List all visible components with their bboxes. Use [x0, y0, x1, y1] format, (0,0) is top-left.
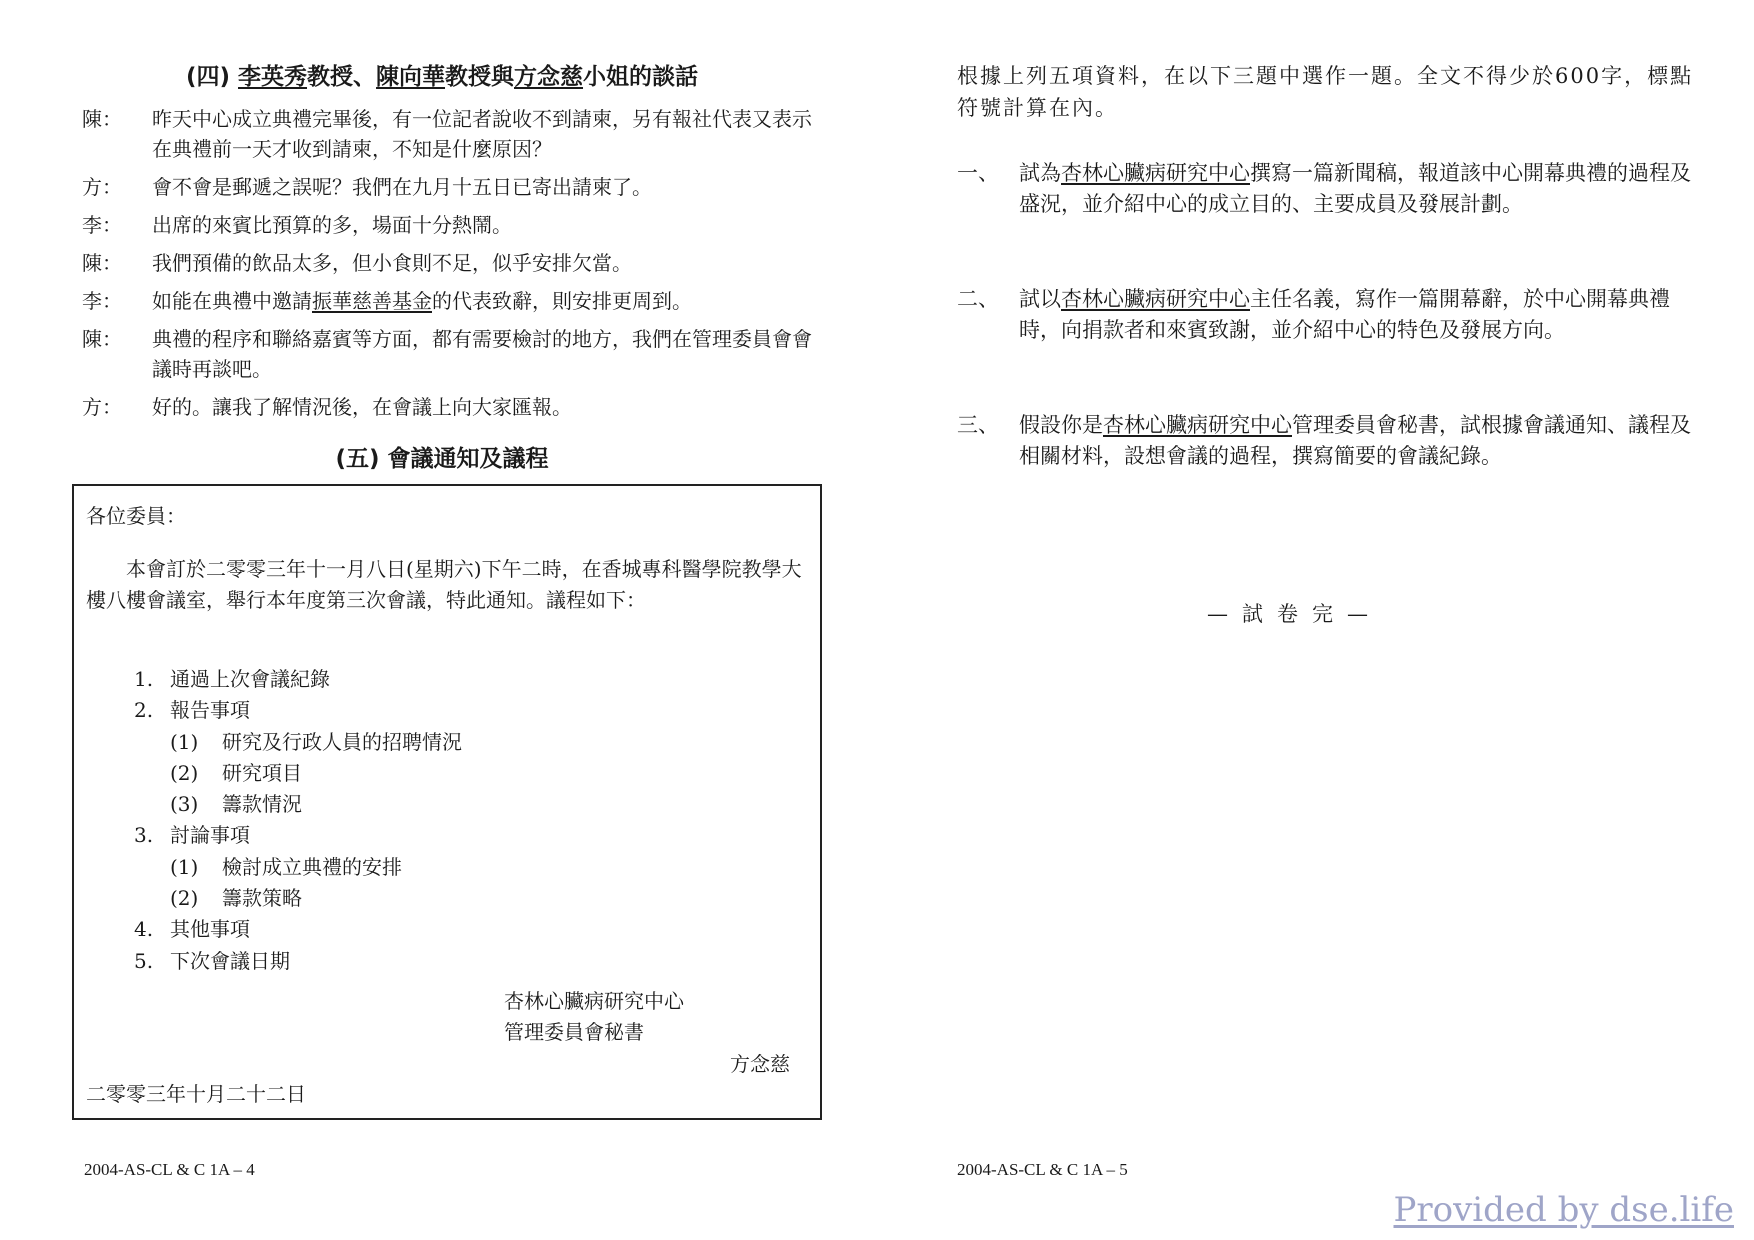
dialogue-text: 我們預備的飲品太多，但小食則不足，似乎安排欠當。 — [152, 251, 632, 275]
task-item — [957, 158, 1702, 220]
agenda-subitem: (2) 研究項目 — [170, 760, 302, 785]
task-text: 試為杏林心臟病研究中心撰寫一篇新聞稿，報道該中心開幕典禮的過程及盛況，並介紹中心的成立目的、主要成員及發展計劃。 — [1019, 161, 1691, 216]
dialogue-line — [82, 286, 822, 316]
signoff — [504, 986, 684, 1048]
name-chan: 陳向華 — [376, 64, 446, 90]
signer-role: 管理委員會秘書 — [504, 1020, 644, 1044]
speaker: 方 ： — [82, 392, 152, 422]
dialogue-line — [82, 210, 822, 240]
page-footer: 2004-AS-CL & C 1A – 5 — [957, 1160, 1128, 1179]
fund-name: 振華慈善基金 — [312, 289, 432, 313]
speaker: 陳 ： — [82, 104, 152, 164]
meeting-notice — [72, 484, 822, 1120]
dialogue-line — [82, 324, 822, 384]
speaker: 李 ： — [82, 210, 152, 240]
watermark-link[interactable]: Provided by dse.life — [1393, 1190, 1734, 1230]
agenda-item: 3. 討論事項 — [134, 823, 250, 848]
agenda-subitem: (1) 研究及行政人員的招聘情況 — [170, 729, 462, 754]
signer-name: 方念慈 — [730, 1052, 790, 1076]
speaker: 陳 ： — [82, 248, 152, 278]
notice-date: 二零零三年十月二十二日 — [86, 1082, 306, 1106]
dialogue — [82, 104, 822, 430]
name-fong: 方念慈 — [514, 64, 584, 90]
agenda-list — [134, 664, 462, 977]
dialogue-text: 如能在典禮中邀請振華慈善基金的代表致辭，則安排更周到。 — [152, 289, 692, 313]
name-li: 李英秀 — [238, 64, 308, 90]
agenda-subitem: (3) 籌款情況 — [170, 792, 302, 817]
task-text: 試以杏林心臟病研究中心主任名義，寫作一篇開幕辭，於中心開幕典禮時，向捐款者和來賓致謝，並介紹中心的特色及發展方向。 — [1019, 287, 1670, 342]
instructions: 根據上列五項資料，在以下三題中選作一題。全文不得少於600字，標點符號計算在內。 — [957, 64, 1694, 120]
agenda-item: 1. 通過上次會議紀錄 — [134, 667, 330, 691]
section4-title: (四) 李英秀教授、陳向華教授與方念慈小姐的談話 — [185, 64, 699, 90]
dialogue-text: 會不會是郵遞之誤呢？我們在九月十五日已寄出請柬了。 — [152, 175, 652, 199]
center-name: 杏林心臟病研究中心 — [1061, 287, 1250, 311]
page-footer: 2004-AS-CL & C 1A – 4 — [84, 1160, 255, 1179]
agenda-subitem: (1) 檢討成立典禮的安排 — [170, 854, 402, 879]
task-number: 二、 — [957, 287, 999, 311]
speaker: 方 ： — [82, 172, 152, 202]
dialogue-line — [82, 104, 822, 164]
dialogue-line — [82, 248, 822, 278]
agenda-item: 5. 下次會議日期 — [134, 948, 290, 973]
task-text: 假設你是杏林心臟病研究中心管理委員會秘書，試根據會議通知、議程及相關材料，設想會議的過程，撰寫簡要的會議紀錄。 — [1019, 413, 1691, 468]
dialogue-text: 好的。讓我了解情況後，在會議上向大家匯報。 — [152, 395, 572, 419]
agenda-item: 4. 其他事項 — [134, 917, 250, 942]
dialogue-text: 昨天中心成立典禮完畢後，有一位記者說收不到請柬，另有報社代表又表示在典禮前一天才收到請柬，不知是什麼原因？ — [152, 107, 812, 161]
task-item — [957, 284, 1702, 346]
speaker: 陳 ： — [82, 324, 152, 384]
dialogue-line — [82, 392, 822, 422]
agenda-item: 2. 報告事項 — [134, 698, 250, 723]
agenda-subitem: (2) 籌款策略 — [170, 886, 302, 911]
task-number: 一、 — [957, 161, 999, 185]
right-page — [877, 0, 1754, 1240]
salutation: 各位委員： — [86, 504, 186, 528]
section5-title: (五) 會議通知及議程 — [335, 446, 549, 472]
task-number: 三、 — [957, 413, 999, 437]
org-name: 杏林心臟病研究中心 — [504, 989, 684, 1013]
dialogue-text: 出席的來賓比預算的多，場面十分熱鬧。 — [152, 213, 512, 237]
dialogue-text: 典禮的程序和聯絡嘉賓等方面，都有需要檢討的地方，我們在管理委員會會議時再談吧。 — [152, 327, 812, 381]
task-item — [957, 410, 1702, 472]
center-name: 杏林心臟病研究中心 — [1061, 161, 1250, 185]
center-name: 杏林心臟病研究中心 — [1103, 413, 1292, 437]
dialogue-line — [82, 172, 822, 202]
notice-body: 本會訂於二零零三年十一月八日(星期六)下午二時，在香城專科醫學院教學大樓八樓會議室，舉行本年度第三次會議，特此通知。議程如下： — [86, 557, 802, 612]
speaker: 李 ： — [82, 286, 152, 316]
end-of-paper: —試卷完— — [1207, 602, 1382, 626]
